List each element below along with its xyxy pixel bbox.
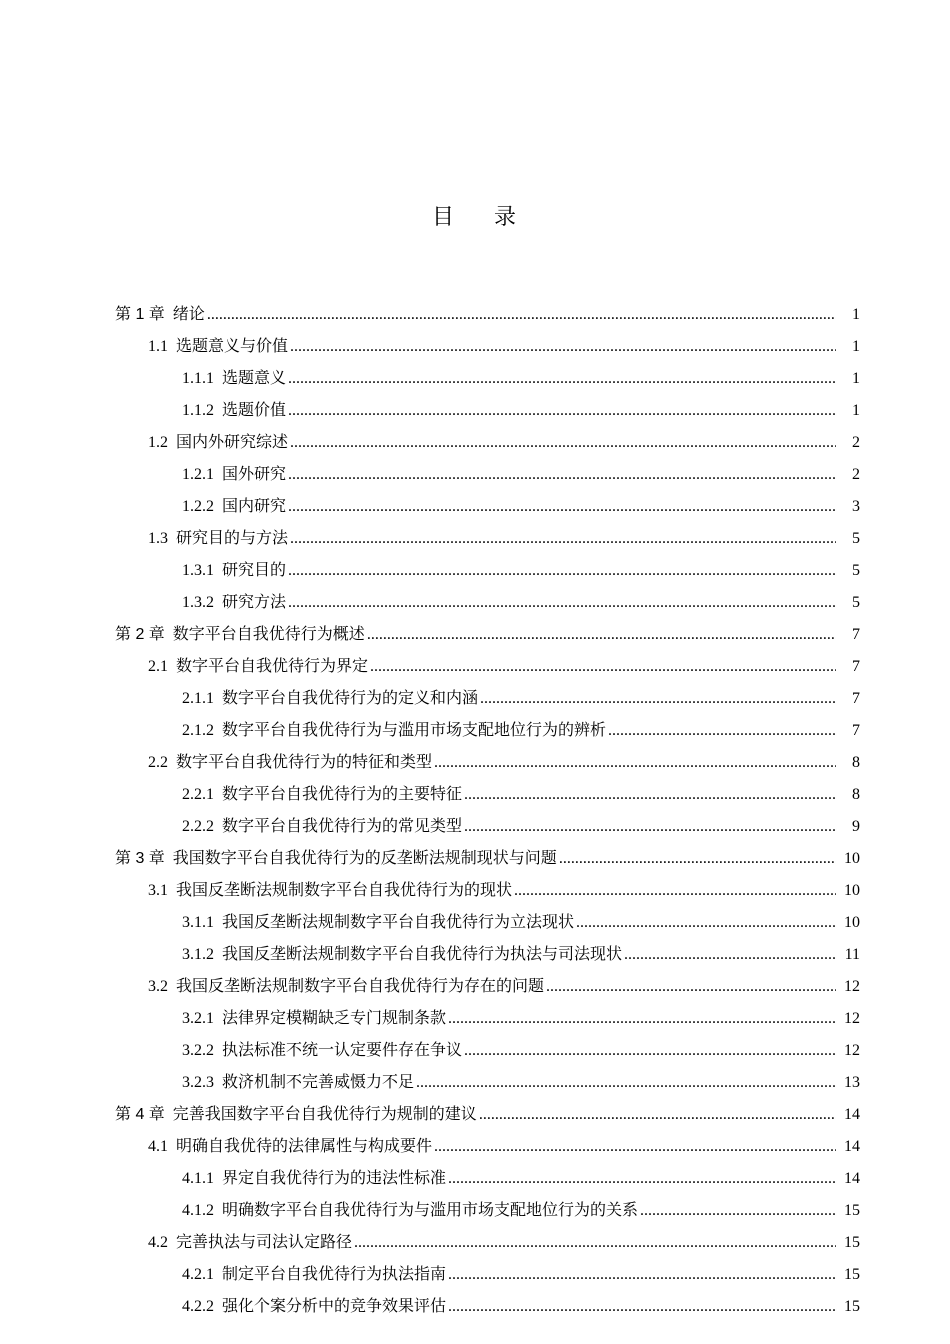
dot-leader <box>479 1099 836 1131</box>
dot-leader <box>416 1067 836 1099</box>
toc-entry-title: 法律界定模糊缺乏专门规制条款 <box>222 1008 447 1027</box>
toc-entry-number: 第 2 章 <box>115 626 165 643</box>
toc-entry-level-3[interactable] <box>0 490 950 522</box>
toc-entry-title: 研究目的 <box>222 560 287 579</box>
dot-leader <box>290 331 836 363</box>
dot-leader <box>624 939 836 971</box>
toc-entry-level-2[interactable] <box>0 1130 950 1162</box>
toc-entry-title: 我国数字平台自我优待行为的反垄断法规制现状与问题 <box>172 848 557 867</box>
toc-entry-title: 数字平台自我优待行为界定 <box>176 656 369 675</box>
toc-entry-number: 4.2.1 <box>182 1266 214 1283</box>
dot-leader <box>288 459 836 491</box>
toc-entry-number: 3.2.2 <box>182 1042 214 1059</box>
toc-entry-level-3[interactable] <box>0 938 950 970</box>
dot-leader <box>354 1227 836 1259</box>
toc-entry-title: 国内外研究综述 <box>176 432 289 451</box>
toc-entry-number: 1.3 <box>148 530 168 547</box>
dot-leader <box>464 811 836 843</box>
dot-leader <box>514 875 836 907</box>
toc-entry-number: 2.1.2 <box>182 722 214 739</box>
toc-entry-level-2[interactable] <box>0 970 950 1002</box>
dot-leader <box>480 683 836 715</box>
toc-entry-page-number: 15 <box>844 1298 860 1315</box>
toc-entry-page-number: 13 <box>844 1074 860 1091</box>
toc-entry-number: 3.2.1 <box>182 1010 214 1027</box>
toc-entry-level-3[interactable] <box>0 394 950 426</box>
toc-entry-page-number: 1 <box>852 402 860 419</box>
toc-entry-number: 1.3.1 <box>182 562 214 579</box>
toc-entry-level-3[interactable] <box>0 810 950 842</box>
toc-entry-title: 我国反垄断法规制数字平台自我优待行为的现状 <box>176 880 513 899</box>
toc-entry-page-number: 15 <box>844 1202 860 1219</box>
title-char-2: 录 <box>494 205 519 230</box>
toc-entry-page-number: 5 <box>852 562 860 579</box>
toc-entry-page-number: 10 <box>844 850 860 867</box>
toc-entry-title: 选题意义与价值 <box>176 336 289 355</box>
toc-entry-level-2[interactable] <box>0 1226 950 1258</box>
dot-leader <box>640 1195 836 1227</box>
toc-entry-title: 救济机制不完善威慑力不足 <box>222 1072 415 1091</box>
toc-entry-title: 我国反垄断法规制数字平台自我优待行为执法与司法现状 <box>222 944 623 963</box>
toc-entry-number: 1.1.2 <box>182 402 214 419</box>
toc-entry-level-3[interactable] <box>0 1162 950 1194</box>
toc-entry-page-number: 7 <box>852 658 860 675</box>
toc-entry-level-2[interactable] <box>0 330 950 362</box>
toc-entry-page-number: 2 <box>852 466 860 483</box>
toc-entry-level-3[interactable] <box>0 1194 950 1226</box>
toc-entry-page-number: 1 <box>852 338 860 355</box>
toc-entry-level-1[interactable] <box>0 298 950 330</box>
toc-entry-page-number: 10 <box>844 914 860 931</box>
toc-entry-title: 我国反垄断法规制数字平台自我优待行为存在的问题 <box>176 976 545 995</box>
toc-entry-title: 数字平台自我优待行为的定义和内涵 <box>222 688 479 707</box>
toc-entry-page-number: 14 <box>844 1138 860 1155</box>
toc-entry-level-2[interactable] <box>0 426 950 458</box>
dot-leader <box>546 971 836 1003</box>
table-of-contents <box>0 298 950 1322</box>
toc-entry-level-3[interactable] <box>0 362 950 394</box>
toc-entry-number: 4.1.1 <box>182 1170 214 1187</box>
toc-entry-title: 绪论 <box>172 304 205 323</box>
dot-leader <box>464 779 836 811</box>
toc-entry-page-number: 8 <box>852 786 860 803</box>
toc-entry-level-3[interactable] <box>0 554 950 586</box>
toc-entry-number: 3.1.2 <box>182 946 214 963</box>
dot-leader <box>370 651 836 683</box>
toc-entry-number: 3.2 <box>148 978 168 995</box>
toc-entry-title: 研究方法 <box>222 592 287 611</box>
toc-entry-number: 4.2 <box>148 1234 168 1251</box>
toc-entry-page-number: 7 <box>852 690 860 707</box>
toc-entry-page-number: 9 <box>852 818 860 835</box>
toc-entry-title: 数字平台自我优待行为的常见类型 <box>222 816 463 835</box>
dot-leader <box>576 907 836 939</box>
toc-entry-number: 3.2.3 <box>182 1074 214 1091</box>
toc-entry-title: 选题价值 <box>222 400 287 419</box>
toc-entry-level-3[interactable] <box>0 458 950 490</box>
toc-entry-number: 2.1 <box>148 658 168 675</box>
dot-leader <box>290 523 836 555</box>
toc-entry-number: 2.2.2 <box>182 818 214 835</box>
dot-leader <box>434 747 836 779</box>
toc-entry-title: 选题意义 <box>222 368 287 387</box>
toc-entry-level-1[interactable] <box>0 1098 950 1130</box>
dot-leader <box>288 395 836 427</box>
toc-entry-title: 国内研究 <box>222 496 287 515</box>
dot-leader <box>448 1003 836 1035</box>
toc-entry-page-number: 2 <box>852 434 860 451</box>
toc-entry-number: 1.2.1 <box>182 466 214 483</box>
toc-entry-title: 数字平台自我优待行为与滥用市场支配地位行为的辨析 <box>222 720 607 739</box>
toc-entry-title: 明确数字平台自我优待行为与滥用市场支配地位行为的关系 <box>222 1200 639 1219</box>
toc-entry-level-1[interactable] <box>0 618 950 650</box>
toc-entry-title: 数字平台自我优待行为概述 <box>172 624 365 643</box>
toc-entry-number: 2.1.1 <box>182 690 214 707</box>
toc-entry-page-number: 7 <box>852 722 860 739</box>
toc-entry-level-3[interactable] <box>0 1066 950 1098</box>
dot-leader <box>448 1259 836 1291</box>
toc-entry-page-number: 15 <box>844 1266 860 1283</box>
toc-entry-level-2[interactable] <box>0 522 950 554</box>
dot-leader <box>288 587 836 619</box>
toc-entry-number: 第 3 章 <box>115 850 165 867</box>
dot-leader <box>288 491 836 523</box>
dot-leader <box>290 427 836 459</box>
toc-entry-number: 1.1.1 <box>182 370 214 387</box>
toc-entry-level-3[interactable] <box>0 714 950 746</box>
toc-entry-title: 数字平台自我优待行为的特征和类型 <box>176 752 433 771</box>
toc-entry-number: 1.3.2 <box>182 594 214 611</box>
toc-entry-page-number: 12 <box>844 1010 860 1027</box>
toc-entry-title: 制定平台自我优待行为执法指南 <box>222 1264 447 1283</box>
dot-leader <box>434 1131 836 1163</box>
toc-entry-title: 国外研究 <box>222 464 287 483</box>
toc-entry-number: 4.2.2 <box>182 1298 214 1315</box>
toc-entry-number: 2.2 <box>148 754 168 771</box>
page-title <box>0 200 950 231</box>
toc-entry-page-number: 5 <box>852 594 860 611</box>
toc-entry-level-2[interactable] <box>0 650 950 682</box>
toc-entry-page-number: 12 <box>844 978 860 995</box>
toc-entry-level-2[interactable] <box>0 746 950 778</box>
title-char-1: 目 <box>431 205 456 230</box>
toc-entry-page-number: 10 <box>844 882 860 899</box>
toc-entry-page-number: 14 <box>844 1106 860 1123</box>
dot-leader <box>207 299 836 331</box>
toc-entry-title: 完善执法与司法认定路径 <box>176 1232 353 1251</box>
toc-entry-number: 第 4 章 <box>115 1106 165 1123</box>
toc-entry-level-3[interactable] <box>0 682 950 714</box>
dot-leader <box>288 555 836 587</box>
dot-leader <box>608 715 836 747</box>
toc-entry-title: 我国反垄断法规制数字平台自我优待行为立法现状 <box>222 912 575 931</box>
toc-entry-level-3[interactable] <box>0 1002 950 1034</box>
toc-entry-title: 数字平台自我优待行为的主要特征 <box>222 784 463 803</box>
dot-leader <box>288 363 836 395</box>
toc-entry-level-3[interactable] <box>0 1258 950 1290</box>
toc-entry-title: 完善我国数字平台自我优待行为规制的建议 <box>172 1104 477 1123</box>
toc-entry-number: 3.1.1 <box>182 914 214 931</box>
toc-entry-page-number: 15 <box>844 1234 860 1251</box>
toc-entry-level-3[interactable] <box>0 586 950 618</box>
toc-entry-page-number: 11 <box>844 946 860 963</box>
toc-entry-page-number: 12 <box>844 1042 860 1059</box>
toc-entry-number: 3.1 <box>148 882 168 899</box>
toc-entry-title: 研究目的与方法 <box>176 528 289 547</box>
toc-entry-page-number: 3 <box>852 498 860 515</box>
dot-leader <box>448 1163 836 1195</box>
toc-entry-level-3[interactable] <box>0 1290 950 1322</box>
toc-entry-number: 2.2.1 <box>182 786 214 803</box>
dot-leader <box>464 1035 836 1067</box>
toc-entry-page-number: 14 <box>844 1170 860 1187</box>
toc-entry-number: 4.1.2 <box>182 1202 214 1219</box>
toc-entry-number: 1.2 <box>148 434 168 451</box>
toc-entry-page-number: 8 <box>852 754 860 771</box>
toc-entry-level-1[interactable] <box>0 842 950 874</box>
toc-entry-number: 4.1 <box>148 1138 168 1155</box>
toc-entry-title: 强化个案分析中的竞争效果评估 <box>222 1296 447 1315</box>
toc-entry-title: 界定自我优待行为的违法性标准 <box>222 1168 447 1187</box>
toc-entry-level-3[interactable] <box>0 906 950 938</box>
toc-entry-page-number: 5 <box>852 530 860 547</box>
toc-entry-number: 第 1 章 <box>115 306 165 323</box>
dot-leader <box>448 1291 836 1323</box>
toc-entry-title: 执法标准不统一认定要件存在争议 <box>222 1040 463 1059</box>
toc-entry-page-number: 1 <box>852 370 860 387</box>
toc-entry-level-3[interactable] <box>0 778 950 810</box>
toc-entry-level-3[interactable] <box>0 1034 950 1066</box>
toc-entry-page-number: 7 <box>852 626 860 643</box>
toc-entry-title: 明确自我优待的法律属性与构成要件 <box>176 1136 433 1155</box>
dot-leader <box>559 843 836 875</box>
toc-entry-level-2[interactable] <box>0 874 950 906</box>
toc-entry-number: 1.1 <box>148 338 168 355</box>
toc-entry-page-number: 1 <box>852 306 860 323</box>
toc-entry-number: 1.2.2 <box>182 498 214 515</box>
dot-leader <box>367 619 836 651</box>
